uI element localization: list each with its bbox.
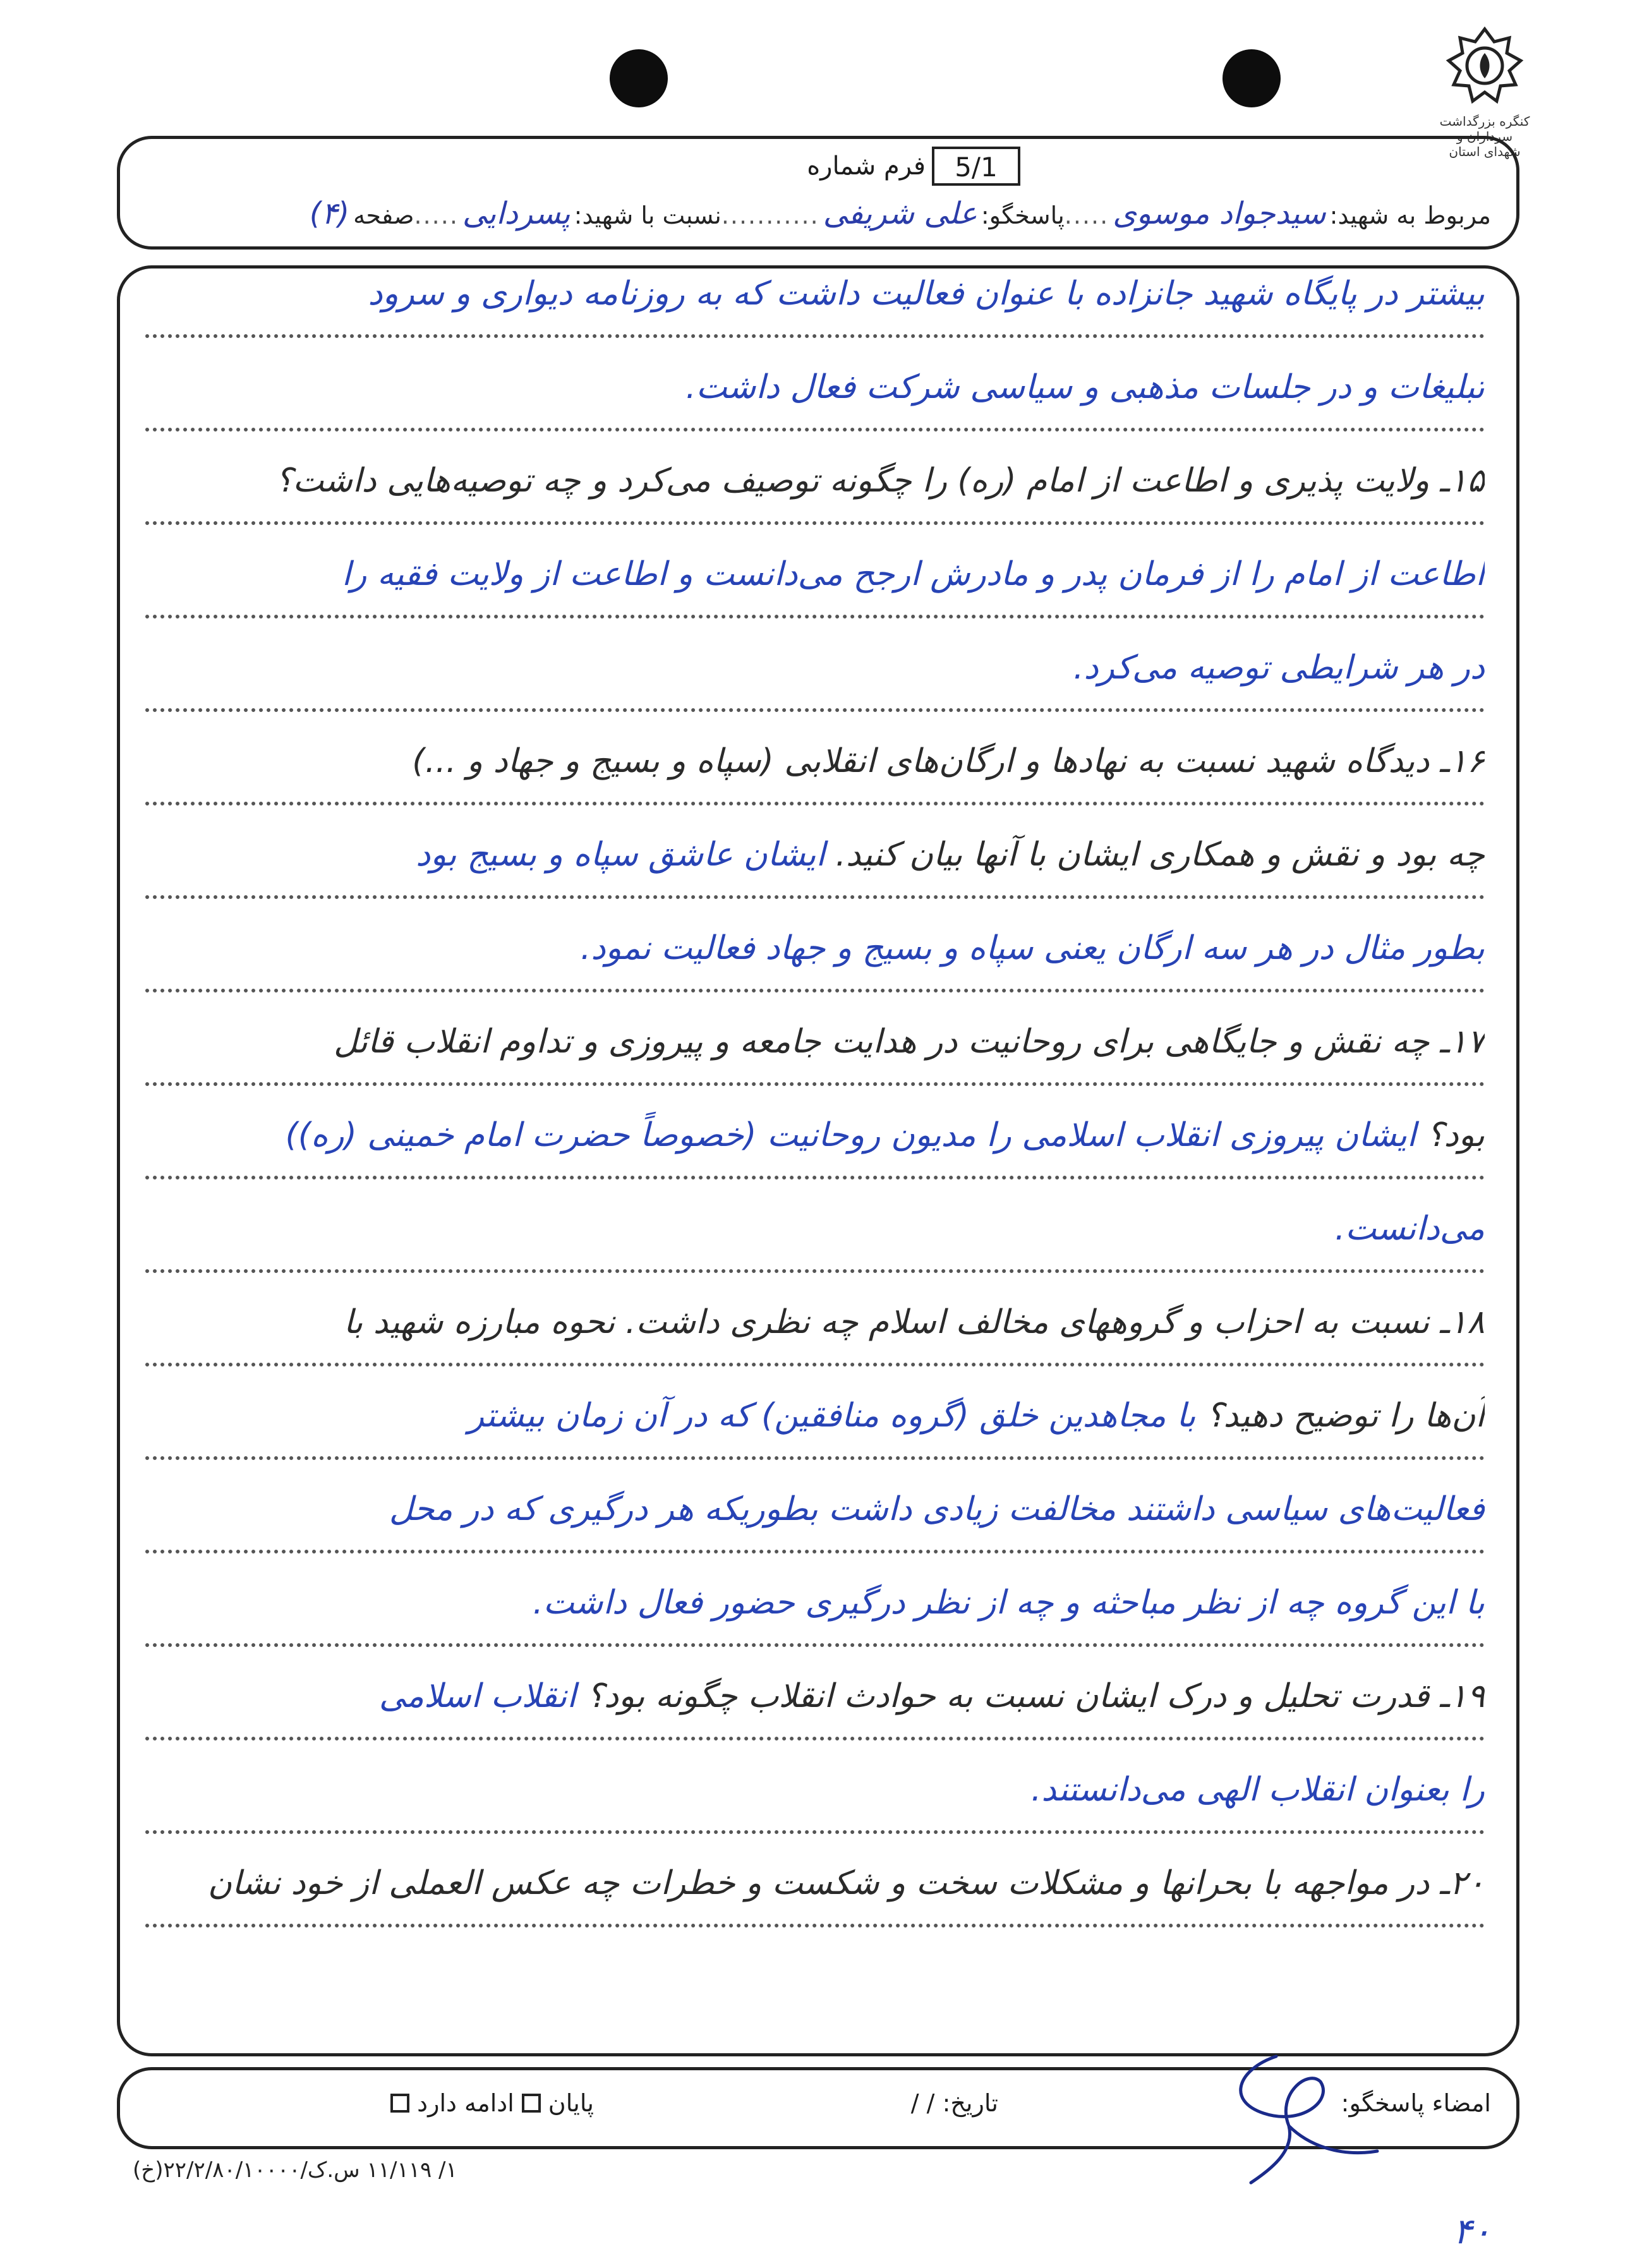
- text-line: می‌دانست.: [145, 1203, 1485, 1292]
- seal-icon: [1444, 25, 1526, 107]
- header-box: [117, 136, 1519, 250]
- relation-value: پسردایی: [462, 196, 570, 231]
- continue-checkbox[interactable]: [390, 2094, 409, 2113]
- text-line: بود؟ ایشان پیروزی انقلاب اسلامی را مدیون روحانیت (خصوصاً حضرت امام خمینی (ره)): [145, 1110, 1485, 1198]
- text-line: بطور مثال در هر سه ارگان یعنی سپاه و بسیج و جهاد فعالیت نمود.: [145, 923, 1485, 1011]
- date-value: / /: [910, 2089, 935, 2117]
- text-line: ۱۷ـ چه نقش و جایگاهی برای روحانیت در هدایت جامعه و پیروزی و تداوم انقلاب قائل: [145, 1016, 1485, 1105]
- text-line: ۱۶ـ دیدگاه شهید نسبت به نهادها و ارگان‌های انقلابی (سپاه و بسیج و جهاد و ...): [145, 736, 1485, 824]
- body-box: [117, 265, 1519, 2056]
- respondent-name: علی شریفی: [823, 196, 977, 231]
- date-label: تاریخ:: [942, 2089, 998, 2117]
- page-number: ۴۰: [1453, 2211, 1492, 2252]
- martyr-name: سیدجواد موسوی: [1113, 196, 1326, 231]
- respondent-label: پاسخگو:: [981, 202, 1065, 229]
- text-line: فعالیت‌های سیاسی داشتند مخالفت زیادی داشت بطوریکه هر درگیری که در محل: [145, 1484, 1485, 1572]
- header-fields-row: [145, 196, 1491, 240]
- dotted-fill: .....: [1064, 202, 1109, 229]
- text-line: در هر شرایطی توصیه می‌کرد.: [145, 642, 1485, 731]
- end-checkbox[interactable]: [522, 2094, 541, 2113]
- end-label: پایان: [548, 2089, 594, 2117]
- punch-hole-right: [1222, 49, 1281, 107]
- text-line: آن‌ها را توضیح دهید؟ با مجاهدین خلق (گروه منافقین) که در آن زمان بیشتر: [145, 1390, 1485, 1479]
- text-line: با این گروه چه از نظر مباحثه و چه از نظر درگیری حضور فعال داشت.: [145, 1577, 1485, 1666]
- page-value: (۴): [309, 196, 350, 231]
- date-field: [911, 2089, 998, 2117]
- logo-caption-line1: کنگره بزرگداشت سرداران و: [1439, 114, 1530, 144]
- handwritten-signature: [1200, 2044, 1390, 2202]
- text-line: چه بود و نقش و همکاری ایشان با آنها بیان کنید. ایشان عاشق سپاه و بسیج بود: [145, 829, 1485, 918]
- punch-hole-left: [610, 49, 668, 107]
- text-line: تبلیغات و در جلسات مذهبی و سیاسی شرکت فعال داشت.: [145, 362, 1485, 450]
- text-line: بیشتر در پایگاه شهید جانزاده با عنوان فعالیت داشت که به روزنامه دیواری و سرود: [145, 268, 1485, 357]
- end-options: [390, 2089, 594, 2117]
- dotted-fill: .....: [414, 202, 459, 229]
- text-line: اطاعت از امام را از فرمان پدر و مادرش ارجح می‌دانست و اطاعت از ولایت فقیه را: [145, 549, 1485, 637]
- text-line: را بعنوان انقلاب الهی می‌دانستند.: [145, 1764, 1485, 1853]
- martyr-label: مربوط به شهید:: [1329, 202, 1491, 229]
- continue-label: ادامه دارد: [417, 2089, 514, 2117]
- form-number-value: 5/1: [932, 147, 1020, 186]
- text-line: ۱۹ـ قدرت تحلیل و درک ایشان نسبت به حوادث انقلاب چگونه بود؟ انقلاب اسلامی: [145, 1671, 1485, 1759]
- relation-label: نسبت با شهید:: [574, 202, 721, 229]
- text-line: ۲۰ـ در مواجهه با بحرانها و مشکلات سخت و شکست و خطرات چه عکس العملی از خود نشان: [145, 1858, 1485, 1946]
- signature-label: امضاء پاسخگو:: [1341, 2089, 1491, 2117]
- text-line: ۱۵ـ ولایت پذیری و اطاعت از امام (ره) را چگونه توصیف می‌کرد و چه توصیه‌هایی داشت؟: [145, 455, 1485, 544]
- form-code: ۱/ ۱۱/۱۱۹ س.ک/۲۲/۲/۸۰/۱۰۰۰۰(خ): [133, 2157, 457, 2183]
- logo-caption-line2: شهدای استان: [1449, 144, 1521, 159]
- form-number-label: فرم شماره: [807, 152, 926, 181]
- dotted-fill: ...........: [721, 202, 819, 229]
- text-line: ۱۸ـ نسبت به احزاب و گروههای مخالف اسلام چه نظری داشت. نحوه مبارزه شهید با: [145, 1297, 1485, 1385]
- page-label: صفحه: [353, 202, 414, 229]
